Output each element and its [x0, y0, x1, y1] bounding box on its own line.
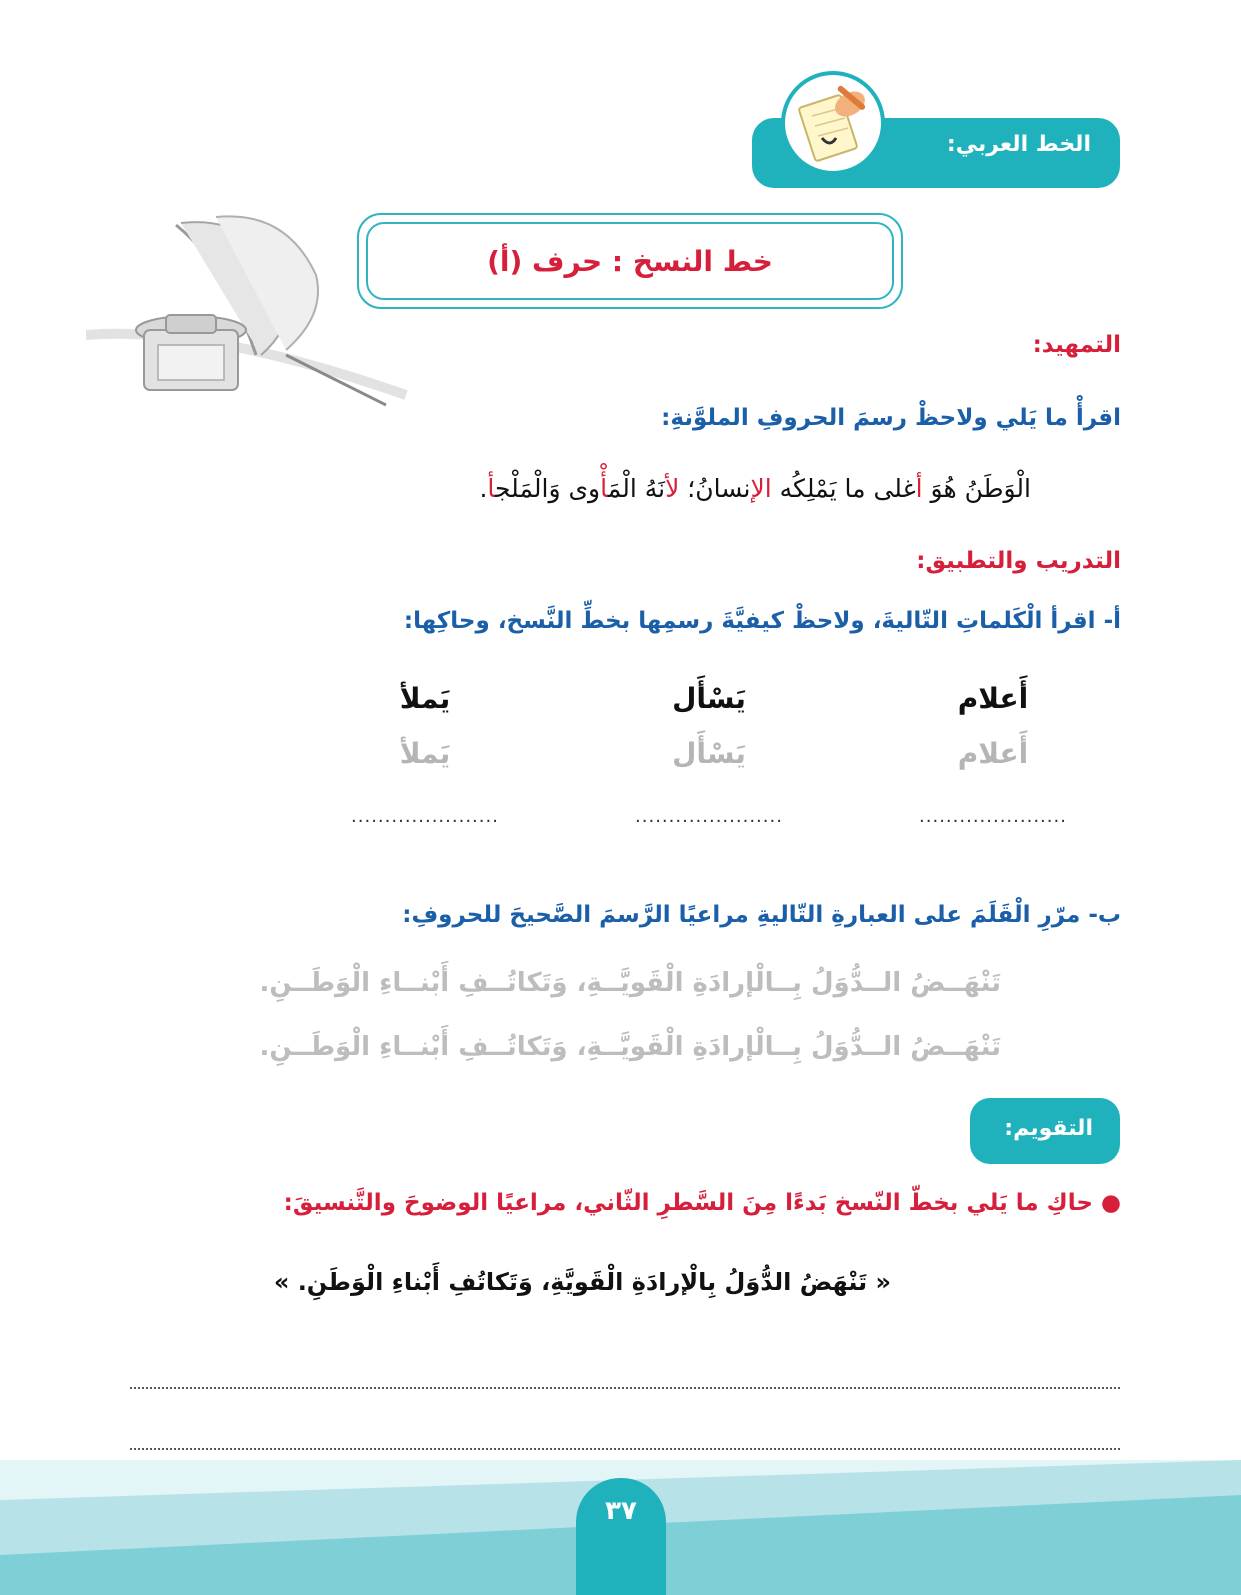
part-a-instruction: أ- اقرأ الْكَلماتِ التّاليةَ، ولاحظْ كيفيَّةَ رسمِها بخطِّ النَّسخ، وحاكِها:	[403, 608, 1121, 634]
intro-instruction: اقرأْ ما يَلي ولاحظْ رسمَ الحروفِ الملوَّنةِ:	[661, 405, 1121, 431]
writing-dots[interactable]: ......................	[351, 806, 499, 827]
lesson-title: خط النسخ : حرف (أ)	[487, 244, 773, 278]
sentence-highlight: أ	[915, 474, 923, 503]
trace-line-1[interactable]: تَنْهَــضُ الــدُّوَلُ بِــالْإرادَةِ الْقَويَّــةِ، وَتَكاتُــفِ أَبْنــاءِ الْوَطَــنِ.	[259, 968, 1001, 998]
evaluation-instruction-text: حاكِ ما يَلي بخطّ النّسخ بَدءًا مِنَ السَّطرِ الثّاني، مراعيًا الوضوحَ والتَّنسيقَ:	[283, 1190, 1093, 1216]
trace-line-2[interactable]: تَنْهَــضُ الــدُّوَلُ بِــالْإرادَةِ الْقَويَّــةِ، وَتَكاتُــفِ أَبْنــاءِ الْوَطَــنِ.	[259, 1032, 1001, 1062]
sentence-part: نَهُ الْمَ	[607, 474, 666, 503]
sentence-part: نسانُ؛	[679, 474, 751, 503]
word-column	[325, 682, 525, 827]
title-box	[366, 222, 894, 300]
writing-line[interactable]	[130, 1387, 1120, 1389]
model-word: يَسْأَل	[672, 682, 746, 715]
trace-word: أَعلام	[957, 737, 1029, 770]
hand-writing-icon	[778, 68, 888, 178]
intro-heading: التمهيد:	[1032, 332, 1121, 358]
trace-word: يَملأ	[399, 737, 451, 770]
writing-dots[interactable]: ......................	[635, 806, 783, 827]
intro-sentence	[479, 474, 1031, 503]
trace-word: يَسْأَل	[672, 737, 746, 770]
training-heading: التدريب والتطبيق:	[916, 548, 1121, 574]
sentence-highlight: الإ	[750, 474, 772, 503]
part-b-instruction: ب- مرّرِ الْقَلَمَ على العبارةِ التّاليةِ مراعيًا الرَّسمَ الصَّحيحَ للحروفِ:	[402, 902, 1121, 928]
header-title: الخط العربي:	[946, 132, 1091, 157]
sentence-highlight: أْ	[600, 474, 608, 503]
word-column	[609, 682, 809, 827]
sentence-part: غلى ما يَمْلِكُه	[771, 474, 916, 503]
model-word: يَملأ	[399, 682, 451, 715]
sentence-highlight: أ	[487, 474, 496, 503]
word-column	[893, 682, 1093, 827]
writing-dots[interactable]: ......................	[919, 806, 1067, 827]
quill-inkwell-illustration	[86, 205, 416, 415]
writing-line[interactable]	[130, 1448, 1120, 1450]
evaluation-quote: « تَنْهَضُ الدُّوَلُ بِالْإرادَةِ الْقَويَّةِ، وَتَكاتُفِ أَبْناءِ الْوَطَنِ. »	[273, 1268, 891, 1296]
sentence-highlight: لأ	[665, 474, 680, 503]
model-word: أَعلام	[957, 682, 1029, 715]
page-number: ٣٧	[605, 1496, 637, 1526]
evaluation-label: التقويم:	[1004, 1116, 1093, 1141]
sentence-part: الْوَطَنُ هُوَ	[922, 474, 1031, 503]
evaluation-instruction	[284, 1190, 1121, 1216]
bullet-icon: ●	[1092, 1190, 1121, 1216]
sentence-part: .	[479, 474, 488, 503]
sentence-part: وى وَالْمَلْج	[495, 474, 601, 503]
